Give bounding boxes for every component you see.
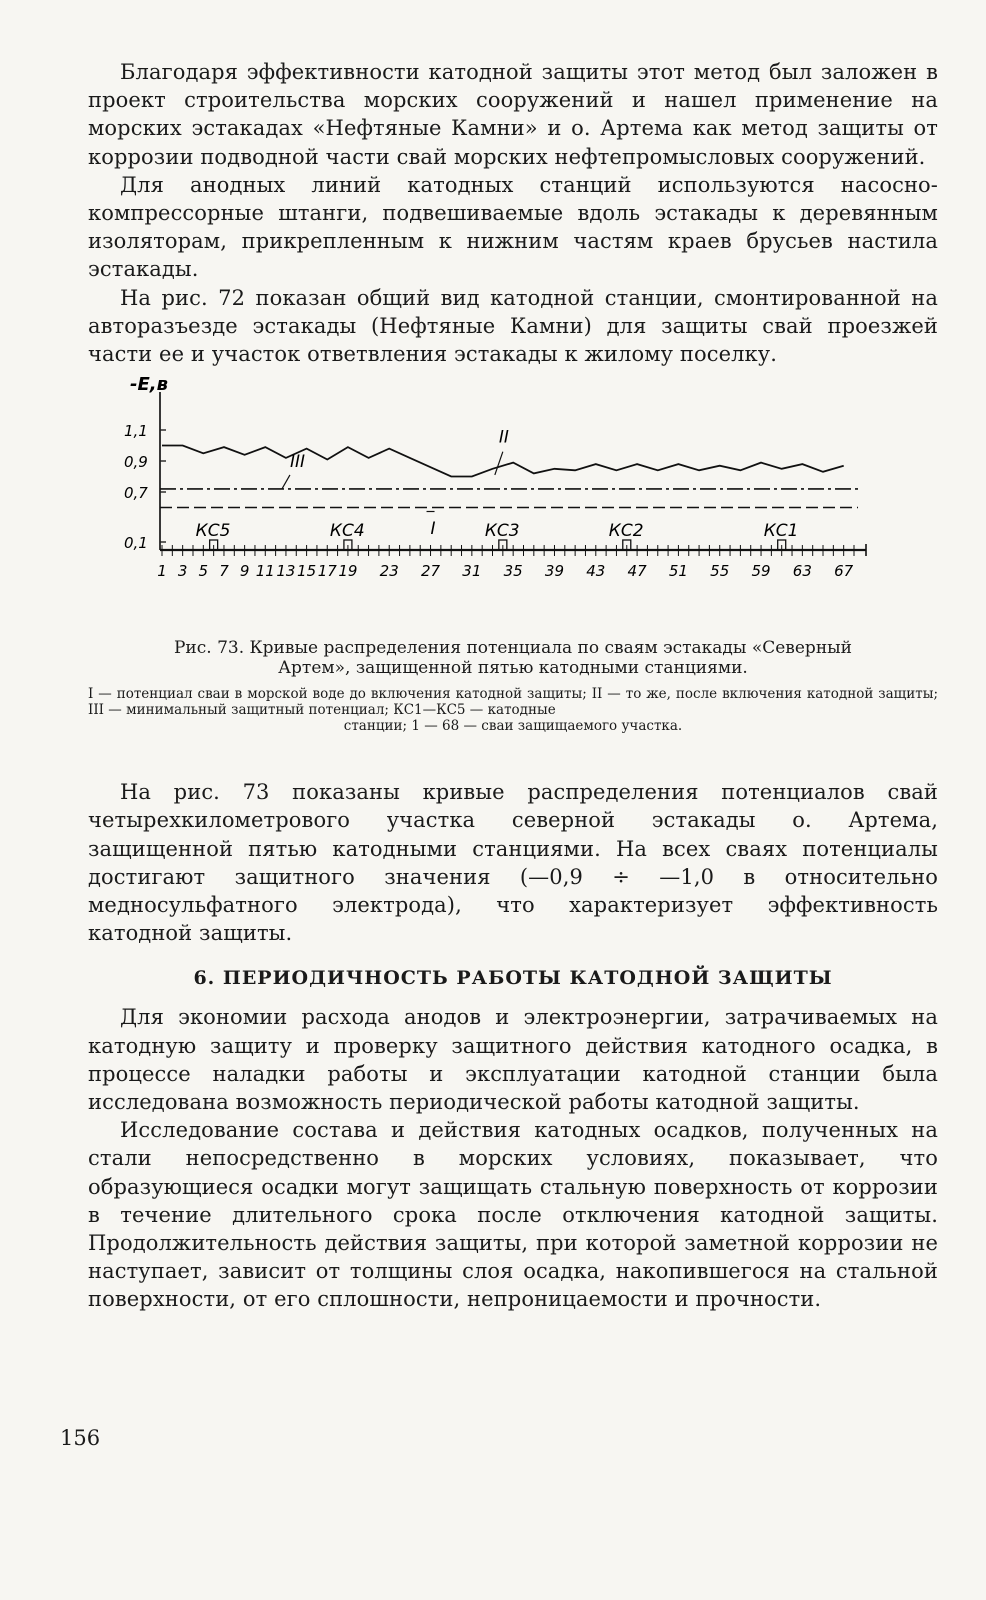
y-axis-label: -E,в [130, 374, 168, 396]
x-tick-label: 9 [239, 562, 250, 581]
y-tick-label: 0,7 [124, 484, 148, 503]
x-tick-label: 17 [317, 562, 337, 581]
station-label-КС4: КС4 [329, 521, 365, 542]
x-tick-label: 63 [792, 562, 812, 581]
y-tick-label: 0,9 [124, 453, 148, 472]
curve-II [162, 446, 844, 477]
x-tick-label: 23 [379, 562, 399, 581]
paragraph-2: Для анодных линий катодных станций используются насосно-компрессорные штанги, подвешиваемые вдоль эстакады к деревянным изоляторам, прикрепленным к нижним частям краев брусьев настила эстакады. [88, 172, 938, 282]
paragraph-1: Благодаря эффективности катодной защиты этот метод был заложен в проект строительства морских сооружений и нашел применение на морских эстакадах «Нефтяные Камни» и о. Артема как метод защиты от коррозии подводной части свай морских нефтепромысловых сооружений. [88, 60, 938, 169]
x-tick-label: 7 [219, 562, 229, 581]
paragraph-4: На рис. 73 показаны кривые распределения потенциалов свай четырехкилометрового участка северной эстакады о. Артема, защищенной пятью катодными станциями. На всех сваях потенциалы достигают защитного значения (—0,9 ÷ —1,0 в относительно медносульфатного электрода), что характеризует эффективность катодной защиты. [88, 780, 938, 946]
x-tick-label: 51 [668, 562, 688, 581]
page [88, 58, 938, 1314]
y-tick-label: 0,1 [124, 534, 148, 553]
x-tick-label: 59 [751, 562, 771, 581]
paragraph-3: На рис. 72 показан общий вид катодной станции, смонтированной на авторазъезде эстакады (Нефтяные Камни) для защиты свай проезжей части ее и участок ответвления эстакады к жилому поселку. [88, 285, 938, 367]
caption-line-2: Артем», защищенной пятью катодными станциями. [278, 658, 748, 679]
y-tick-label: 1,1 [124, 422, 148, 441]
legend-line-1: I — потенциал сваи в морской воде до включения катодной защиты; II — то же, после включения катодной защиты; III — минимальный защитный потенциал; КС1—КС5 — катодные [88, 686, 938, 719]
x-tick-label: 47 [627, 562, 647, 581]
label-II-leader [495, 452, 503, 475]
figure-73 [88, 372, 938, 632]
station-label-КС3: КС3 [484, 521, 520, 542]
x-tick-label: 15 [297, 562, 317, 581]
figure-legend [88, 686, 938, 734]
x-tick-label: 27 [420, 562, 441, 581]
label-III: III [289, 452, 305, 473]
x-tick-label: 5 [198, 562, 209, 581]
x-tick-label: 1 [157, 562, 167, 581]
caption-line-1: Рис. 73. Кривые распределения потенциала по сваям эстакады «Северный [173, 638, 853, 659]
x-tick-label: 19 [338, 562, 358, 581]
x-tick-label: 31 [462, 562, 482, 581]
page-number: 156 [60, 1426, 101, 1450]
paragraph-6: Исследование состава и действия катодных осадков, полученных на стали непосредственно в морских условиях, показывает, что образующиеся осадки могут защищать стальную поверхность от коррозии в течение длительного срока после отключения катодной защиты. Продолжительность действия защиты, при которой заметной коррозии не наступает, зависит от толщины слоя осадка, накопившегося на стальной поверхности, от его сплошности, непроницаемости и прочности. [88, 1118, 938, 1312]
station-label-КС5: КС5 [195, 521, 231, 542]
label-III-leader [282, 475, 290, 489]
x-tick-label: 67 [834, 562, 854, 581]
x-tick-label: 11 [255, 562, 275, 581]
x-tick-label: 55 [710, 562, 730, 581]
station-label-КС1: КС1 [763, 521, 799, 542]
section-heading: 6. ПЕРИОДИЧНОСТЬ РАБОТЫ КАТОДНОЙ ЗАЩИТЫ [193, 967, 833, 990]
station-label-КС2: КС2 [608, 521, 644, 542]
paragraph-5: Для экономии расхода анодов и электроэнергии, затрачиваемых на катодную защиту и проверку защитного действия катодного осадка, в процессе наладки работы и эксплуатации катодной станции была исследована возможность периодической работы катодной защиты. [88, 1005, 938, 1115]
x-tick-label: 43 [586, 562, 606, 581]
x-tick-label: 3 [177, 562, 188, 581]
x-tick-label: 39 [544, 562, 565, 581]
legend-line-2: станции; 1 — 68 — сваи защищаемого участка. [343, 718, 683, 735]
x-tick-label: 35 [503, 562, 523, 581]
x-tick-label: 13 [276, 562, 296, 581]
figure-caption [88, 638, 938, 678]
label-II: II [498, 427, 509, 448]
potential-chart [88, 372, 938, 632]
label-I: I [430, 519, 436, 540]
